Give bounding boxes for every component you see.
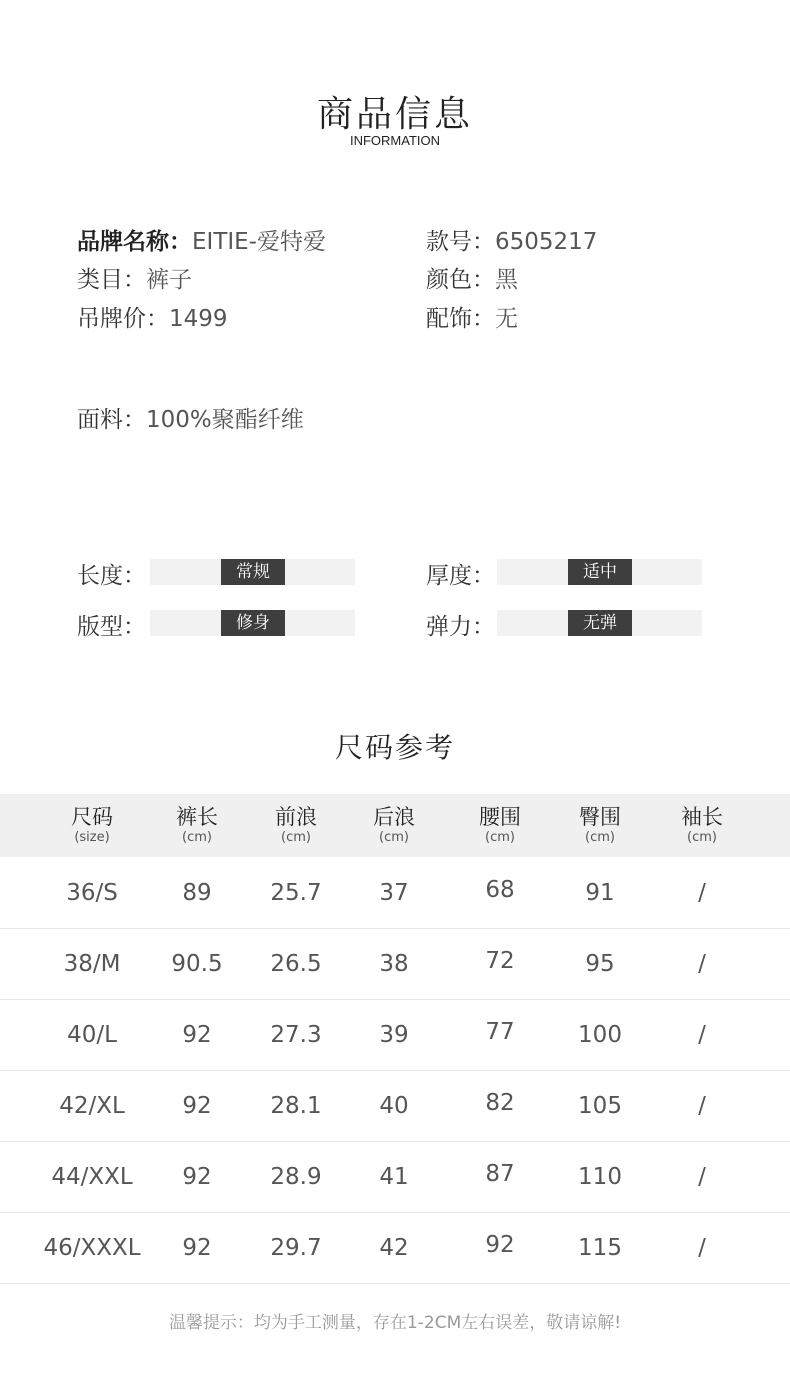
table-cell: 89 bbox=[182, 880, 212, 906]
table-cell: 115 bbox=[578, 1235, 622, 1261]
table-cell: 38/M bbox=[63, 951, 121, 977]
table-cell: / bbox=[698, 1022, 706, 1048]
back-rise-header bbox=[373, 804, 415, 845]
table-row bbox=[0, 1213, 790, 1284]
table-cell: 25.7 bbox=[270, 880, 322, 906]
measurement-note: 温馨提示：均为手工测量，存在1-2CM左右误差，敬请谅解! bbox=[168, 1313, 622, 1333]
table-cell: 27.3 bbox=[270, 1022, 322, 1048]
table-cell: 100 bbox=[578, 1022, 622, 1048]
table-cell: 42 bbox=[379, 1235, 409, 1261]
fit-marker: 修身 bbox=[221, 610, 285, 636]
header-label: 前浪 bbox=[275, 805, 317, 829]
table-cell: 91 bbox=[585, 880, 615, 906]
color-value: 黑 bbox=[495, 267, 518, 293]
accessory-row bbox=[426, 300, 518, 333]
brand-value: EITIE-爱特爱 bbox=[192, 229, 326, 255]
table-cell: 92 bbox=[485, 1232, 515, 1258]
thickness-scale bbox=[497, 559, 702, 585]
elasticity-label: 弹力： bbox=[426, 614, 495, 640]
header-unit: (cm) bbox=[281, 830, 311, 845]
length-marker: 常规 bbox=[221, 559, 285, 585]
accessory-label: 配饰： bbox=[426, 306, 495, 332]
header-label: 腰围 bbox=[479, 805, 521, 829]
header-unit: (cm) bbox=[585, 830, 615, 845]
thickness-label: 厚度： bbox=[426, 563, 495, 589]
table-cell: / bbox=[698, 1235, 706, 1261]
table-cell: 39 bbox=[379, 1022, 409, 1048]
header-label: 袖长 bbox=[681, 805, 723, 829]
table-cell: / bbox=[698, 1093, 706, 1119]
table-cell: / bbox=[698, 951, 706, 977]
fabric-row bbox=[77, 401, 304, 434]
table-cell: 87 bbox=[485, 1161, 515, 1187]
table-cell: 42/XL bbox=[59, 1093, 125, 1119]
table-cell: 41 bbox=[379, 1164, 409, 1190]
elasticity-marker: 无弹 bbox=[568, 610, 632, 636]
table-cell: 90.5 bbox=[171, 951, 223, 977]
length-header bbox=[176, 804, 218, 845]
table-cell: 105 bbox=[578, 1093, 622, 1119]
table-cell: 95 bbox=[585, 951, 615, 977]
header-label: 裤长 bbox=[176, 805, 218, 829]
table-cell: 72 bbox=[485, 948, 515, 974]
brand-label: 品牌名称： bbox=[77, 229, 192, 255]
style-label: 款号： bbox=[426, 229, 495, 255]
header-unit: (cm) bbox=[687, 830, 717, 845]
sleeve-header bbox=[681, 804, 723, 845]
table-cell: 28.9 bbox=[270, 1164, 322, 1190]
style-row bbox=[426, 223, 597, 256]
header-label: 尺码 bbox=[71, 805, 113, 829]
table-cell: 26.5 bbox=[270, 951, 322, 977]
brand-row bbox=[77, 223, 326, 256]
table-cell: 36/S bbox=[66, 880, 118, 906]
category-row bbox=[77, 261, 192, 294]
front-rise-header bbox=[275, 804, 317, 845]
table-cell: / bbox=[698, 1164, 706, 1190]
waist-header bbox=[479, 804, 521, 845]
accessory-value: 无 bbox=[495, 306, 518, 332]
price-value: 1499 bbox=[169, 306, 228, 332]
price-row bbox=[77, 300, 228, 333]
page-subtitle: INFORMATION bbox=[349, 133, 441, 148]
length-scale bbox=[150, 559, 355, 585]
table-row bbox=[0, 1000, 790, 1071]
header-unit: (size) bbox=[74, 830, 110, 845]
header-unit: (cm) bbox=[182, 830, 212, 845]
table-cell: 92 bbox=[182, 1235, 212, 1261]
table-cell: 37 bbox=[379, 880, 409, 906]
table-cell: 92 bbox=[182, 1022, 212, 1048]
table-row bbox=[0, 858, 790, 929]
header-label: 后浪 bbox=[373, 805, 415, 829]
table-cell: / bbox=[698, 880, 706, 906]
color-row bbox=[426, 261, 518, 294]
table-row bbox=[0, 929, 790, 1000]
table-cell: 110 bbox=[578, 1164, 622, 1190]
elasticity-scale bbox=[497, 610, 702, 636]
table-cell: 92 bbox=[182, 1164, 212, 1190]
table-cell: 44/XXL bbox=[51, 1164, 133, 1190]
category-label: 类目： bbox=[77, 267, 146, 293]
size-chart-title: 尺码参考 bbox=[334, 731, 455, 764]
table-cell: 29.7 bbox=[270, 1235, 322, 1261]
table-cell: 68 bbox=[485, 877, 515, 903]
header-unit: (cm) bbox=[379, 830, 409, 845]
fit-label: 版型： bbox=[77, 614, 146, 640]
style-value: 6505217 bbox=[495, 229, 598, 255]
thickness-marker: 适中 bbox=[568, 559, 632, 585]
table-row bbox=[0, 1142, 790, 1213]
color-label: 颜色： bbox=[426, 267, 495, 293]
price-label: 吊牌价： bbox=[77, 306, 169, 332]
table-row bbox=[0, 1071, 790, 1142]
table-cell: 40 bbox=[379, 1093, 409, 1119]
table-cell: 28.1 bbox=[270, 1093, 322, 1119]
hip-header bbox=[579, 804, 621, 845]
size-header bbox=[71, 804, 113, 845]
fit-scale bbox=[150, 610, 355, 636]
fabric-label: 面料： bbox=[77, 407, 146, 433]
table-cell: 77 bbox=[485, 1019, 515, 1045]
header-unit: (cm) bbox=[485, 830, 515, 845]
table-cell: 40/L bbox=[67, 1022, 117, 1048]
table-cell: 38 bbox=[379, 951, 409, 977]
table-cell: 46/XXXL bbox=[43, 1235, 141, 1261]
table-cell: 92 bbox=[182, 1093, 212, 1119]
page-title: 商品信息 bbox=[316, 94, 473, 135]
table-cell: 82 bbox=[485, 1090, 515, 1116]
fabric-value: 100%聚酯纤维 bbox=[146, 407, 304, 433]
category-value: 裤子 bbox=[146, 267, 192, 293]
size-table-header bbox=[0, 794, 790, 857]
length-label: 长度： bbox=[77, 563, 146, 589]
header-label: 臀围 bbox=[579, 805, 621, 829]
